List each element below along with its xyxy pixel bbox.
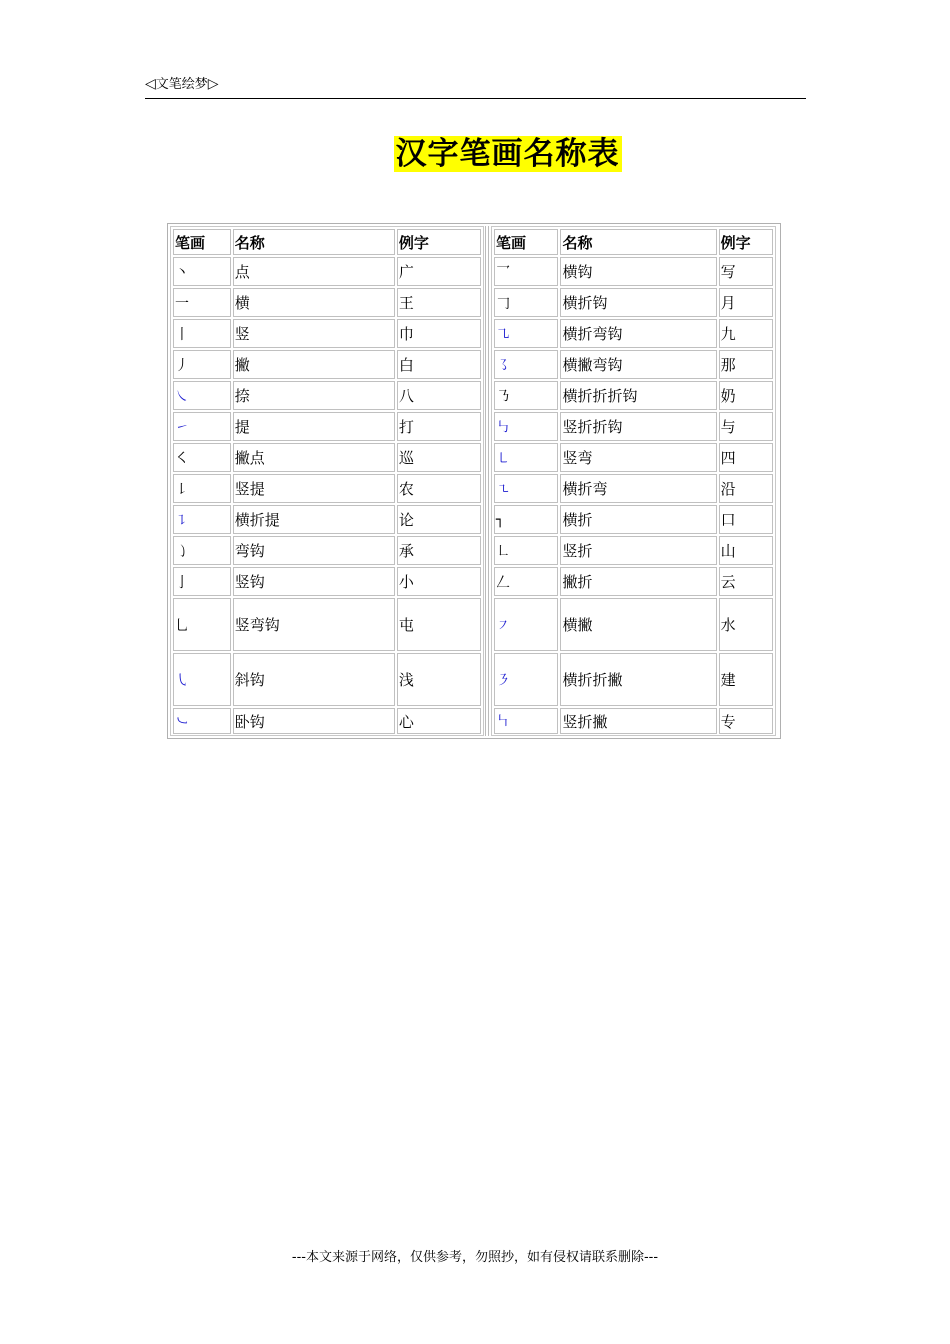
left-table-container <box>170 226 484 736</box>
table-row <box>494 598 773 651</box>
header-text: 文笔绘梦 <box>155 77 208 92</box>
stroke-name-cell: 撇点 <box>233 443 395 472</box>
stroke-name-cell: 横折弯 <box>560 474 716 503</box>
stroke-example-cell: 承 <box>397 536 481 565</box>
stroke-name-cell: 横钩 <box>560 257 716 286</box>
table-row <box>494 708 773 734</box>
stroke-example-cell: 王 <box>397 288 481 317</box>
stroke-example-cell: 屯 <box>397 598 481 651</box>
stroke-example-cell: 心 <box>397 708 481 734</box>
table-row <box>173 567 481 596</box>
stroke-stroke-cell: ㇛ <box>173 443 231 472</box>
stroke-stroke-cell: ┐ <box>494 505 558 534</box>
stroke-name-cell: 横折折折钩 <box>560 381 716 410</box>
column-header: 笔画 <box>173 229 231 255</box>
stroke-example-cell: 小 <box>397 567 481 596</box>
stroke-name-cell: 横 <box>233 288 395 317</box>
stroke-example-cell: 论 <box>397 505 481 534</box>
stroke-name-cell: 竖弯 <box>560 443 716 472</box>
stroke-stroke-cell: ㇃ <box>173 708 231 734</box>
stroke-example-cell: 沿 <box>719 474 773 503</box>
stroke-name-cell: 竖折 <box>560 536 716 565</box>
stroke-name-cell: 横折提 <box>233 505 395 534</box>
stroke-example-cell: 打 <box>397 412 481 441</box>
stroke-name-cell: 竖钩 <box>233 567 395 596</box>
stroke-stroke-cell: 𠃌 <box>494 288 558 317</box>
stroke-name-cell: 横撇弯钩 <box>560 350 716 379</box>
page-header <box>145 74 806 99</box>
stroke-stroke-cell: ㇇ <box>494 598 558 651</box>
stroke-stroke-cell: ㇀ <box>173 412 231 441</box>
stroke-example-cell: 巾 <box>397 319 481 348</box>
table-divider <box>485 226 489 736</box>
stroke-stroke-cell: ㇌ <box>494 350 558 379</box>
stroke-stroke-cell: ㇏ <box>173 381 231 410</box>
table-row <box>173 708 481 734</box>
left-strokes-table <box>171 227 483 736</box>
right-strokes-table <box>492 227 775 736</box>
stroke-example-cell: 四 <box>719 443 773 472</box>
stroke-stroke-cell: 一 <box>173 288 231 317</box>
stroke-name-cell: 卧钩 <box>233 708 395 734</box>
stroke-example-cell: 与 <box>719 412 773 441</box>
table-header-row <box>173 229 481 255</box>
stroke-stroke-cell: ㇡ <box>494 381 558 410</box>
stroke-example-cell: 白 <box>397 350 481 379</box>
table-header-row <box>494 229 773 255</box>
stroke-stroke-cell: ㇙ <box>173 474 231 503</box>
stroke-stroke-cell: ㇉ <box>494 412 558 441</box>
table-row <box>494 567 773 596</box>
table-row <box>494 319 773 348</box>
stroke-example-cell: 那 <box>719 350 773 379</box>
stroke-name-cell: 竖 <box>233 319 395 348</box>
table-row <box>173 653 481 706</box>
stroke-example-cell: 奶 <box>719 381 773 410</box>
stroke-name-cell: 提 <box>233 412 395 441</box>
left-triangle-icon: ◁ <box>145 76 156 92</box>
table-row <box>494 653 773 706</box>
stroke-example-cell: 浅 <box>397 653 481 706</box>
table-row <box>173 257 481 286</box>
table-row <box>494 257 773 286</box>
stroke-name-cell: 竖折撇 <box>560 708 716 734</box>
table-row <box>494 443 773 472</box>
strokes-table-frame <box>167 223 781 739</box>
stroke-name-cell: 斜钩 <box>233 653 395 706</box>
stroke-stroke-cell: ㇂ <box>173 653 231 706</box>
table-row <box>494 474 773 503</box>
stroke-stroke-cell: 𠃋 <box>494 567 558 596</box>
column-header: 名称 <box>233 229 395 255</box>
stroke-stroke-cell: ㇗ <box>494 536 558 565</box>
stroke-stroke-cell: ㇈ <box>494 319 558 348</box>
table-row <box>173 536 481 565</box>
stroke-example-cell: 云 <box>719 567 773 596</box>
stroke-name-cell: 撇折 <box>560 567 716 596</box>
stroke-example-cell: 广 <box>397 257 481 286</box>
stroke-stroke-cell: 乛 <box>494 257 558 286</box>
stroke-name-cell: 竖弯钩 <box>233 598 395 651</box>
stroke-stroke-cell: 丶 <box>173 257 231 286</box>
stroke-example-cell: 山 <box>719 536 773 565</box>
stroke-example-cell: 水 <box>719 598 773 651</box>
stroke-name-cell: 捺 <box>233 381 395 410</box>
stroke-name-cell: 横折 <box>560 505 716 534</box>
table-row <box>173 443 481 472</box>
stroke-stroke-cell: ㇄ <box>494 443 558 472</box>
stroke-example-cell: 八 <box>397 381 481 410</box>
column-header: 例字 <box>719 229 773 255</box>
right-table-container <box>491 226 776 736</box>
stroke-example-cell: 农 <box>397 474 481 503</box>
page-footer: ---本文来源于网络，仅供参考，勿照抄，如有侵权请联系删除--- <box>291 1250 659 1265</box>
right-triangle-icon: ▷ <box>207 76 219 92</box>
document-title-wrap <box>0 128 950 173</box>
stroke-stroke-cell: ㇁ <box>173 536 231 565</box>
stroke-example-cell: 建 <box>719 653 773 706</box>
stroke-stroke-cell: ㇞ <box>494 708 558 734</box>
stroke-stroke-cell: 乚 <box>173 598 231 651</box>
table-row <box>173 474 481 503</box>
stroke-name-cell: 横折钩 <box>560 288 716 317</box>
stroke-example-cell: 月 <box>719 288 773 317</box>
table-row <box>494 288 773 317</box>
stroke-name-cell: 横折弯钩 <box>560 319 716 348</box>
table-row <box>494 412 773 441</box>
table-row <box>173 598 481 651</box>
table-row <box>173 505 481 534</box>
stroke-stroke-cell: 丨 <box>173 319 231 348</box>
stroke-name-cell: 横折折撇 <box>560 653 716 706</box>
column-header: 笔画 <box>494 229 558 255</box>
stroke-name-cell: 点 <box>233 257 395 286</box>
stroke-name-cell: 撇 <box>233 350 395 379</box>
table-row <box>173 412 481 441</box>
stroke-example-cell: 专 <box>719 708 773 734</box>
stroke-name-cell: 弯钩 <box>233 536 395 565</box>
column-header: 例字 <box>397 229 481 255</box>
stroke-stroke-cell: 亅 <box>173 567 231 596</box>
table-row <box>494 381 773 410</box>
stroke-example-cell: 九 <box>719 319 773 348</box>
stroke-stroke-cell: ㇋ <box>494 653 558 706</box>
table-row <box>494 505 773 534</box>
stroke-stroke-cell: 丿 <box>173 350 231 379</box>
table-row <box>173 319 481 348</box>
stroke-name-cell: 横撇 <box>560 598 716 651</box>
document-title: 汉字笔画名称表 <box>395 136 620 172</box>
table-row <box>494 536 773 565</box>
stroke-example-cell: 写 <box>719 257 773 286</box>
stroke-stroke-cell: ㇊ <box>173 505 231 534</box>
stroke-name-cell: 竖提 <box>233 474 395 503</box>
column-header: 名称 <box>560 229 716 255</box>
table-row <box>173 350 481 379</box>
stroke-stroke-cell: ㇍ <box>494 474 558 503</box>
stroke-example-cell: 巡 <box>397 443 481 472</box>
table-row <box>173 381 481 410</box>
table-row <box>494 350 773 379</box>
stroke-example-cell: 口 <box>719 505 773 534</box>
stroke-name-cell: 竖折折钩 <box>560 412 716 441</box>
table-row <box>173 288 481 317</box>
